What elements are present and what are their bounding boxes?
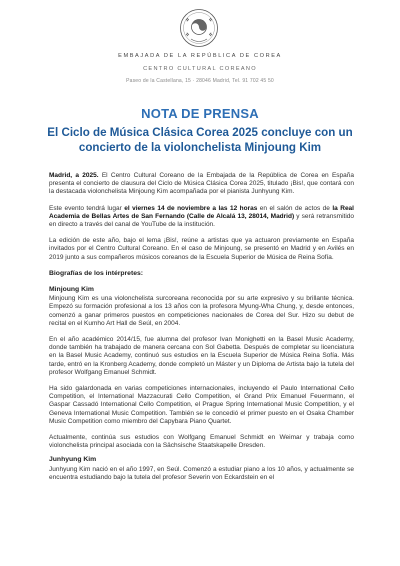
article-body [49, 172, 354, 490]
junhyung-bio-1: Junhyung Kim nació en el año 1997, en Seúl. Comenzó a estudiar piano a los 10 años, y actualmente se encuentra estudiando bajo la tutela del profesor Severin von Eckardstein en el [49, 465, 354, 481]
press-release-label: NOTA DE PRENSA [141, 106, 259, 121]
event-text-3: y será retransmitido en directo a través del canal de YouTube de la institución. [49, 212, 354, 229]
event-paragraph [49, 205, 354, 230]
minjoung-name: Minjoung Kim [49, 286, 94, 294]
minjoung-bio-1: Minjoung Kim es una violonchelista surcoreana reconocida por su arte expresivo y su brillante técnica. Empezó su formación profesional a los 13 años con la profesora Myung-Wha Chung, y, desde entonces, comenzó a ganar primeros puestos en competiciones nacionales de Corea del Sur. Hizo su debut de recital en el Kumho Art Hall de Seúl, en 2004. [49, 295, 354, 327]
cultural-center-name: CENTRO CULTURAL COREANO [143, 66, 257, 72]
event-text-1: Este evento tendrá lugar [49, 204, 125, 212]
intro-text: El Centro Cultural Coreano de la Embajada de la República de Corea en España presenta el concierto de clausura del Ciclo de Música Clásica Corea 2025, titulado ¡Bis!, que contará con la destacada violonchelista Minjoung Kim acompañada por el pianista Junhyung Kim. [49, 172, 354, 196]
minjoung-bio-2: En el año académico 2014/15, fue alumna del profesor Ivan Monighetti en la Basel Music Academy, donde también ha trabajado de manera cercana con Sol Gabetta. Después de completar su licenciatura en la Basel Music Academy, continuó sus estudios en la Escuela Superior de Música Reina Sofía. Más tarde, entró en la Kronberg Academy, donde completó un Máster y un Diploma de Artista bajo la tutela del profesor Wolfgang Emanuel Schmidt. [49, 336, 354, 376]
letterhead [0, 53, 400, 84]
address-line: Paseo de la Castellana, 15 · 28046 Madrid, Tel. 91 702 45 50 [126, 78, 274, 84]
edition-paragraph: La edición de este año, bajo el lema ¡Bis!, reúne a artistas que ya actuaron previamente en España invitados por el Centro Cultural Coreano. En el caso de Minjoung, se presentó en Madrid y en Avilés en 2019 junto a sus compañeros músicos coreanos de la Escuela Superior de Música de Reina Sofía. [49, 237, 354, 261]
event-date: el viernes 14 de noviembre a las 12 horas [124, 204, 258, 212]
embassy-seal-icon [179, 8, 219, 48]
embassy-name: EMBAJADA DE LA REPÚBLICA DE COREA [118, 53, 282, 59]
bios-heading: Biografías de los intérpretes: [49, 269, 144, 277]
intro-paragraph [49, 172, 354, 197]
event-text-2: en el salón de actos de [257, 204, 333, 212]
page-title: El Ciclo de Música Clásica Corea 2025 concluye con un concierto de la violonchelista Minjoung Kim [47, 126, 353, 154]
junhyung-name: Junhyung Kim [49, 456, 97, 464]
dateline: Madrid, a 2025. [49, 172, 99, 179]
minjoung-bio-4: Actualmente, continúa sus estudios con Wolfgang Emanuel Schmidt en Weimar y trabaja como violonchelista principal asociada con la Sächsische Staatskapelle Dresden. [49, 434, 354, 450]
event-venue: la Real Academia de Bellas Artes de San Fernando (Calle de Alcalá 13, 28014, Madrid) [49, 204, 354, 220]
minjoung-bio-3: Ha sido galardonada en varias competiciones internacionales, incluyendo el Paulo International Cello Competition, el International Mazzacurati Cello Competition, el Grand Prix Emanuel Feuermann, el Gaspar Cassadó International Cello Competition, el Prague Spring International Music Competition, y el Geneva International Music Competition. También se le concedió el primer puesto en el Osaka Chamber Music Competition como miembro del Capybara Piano Quartet. [49, 385, 354, 425]
